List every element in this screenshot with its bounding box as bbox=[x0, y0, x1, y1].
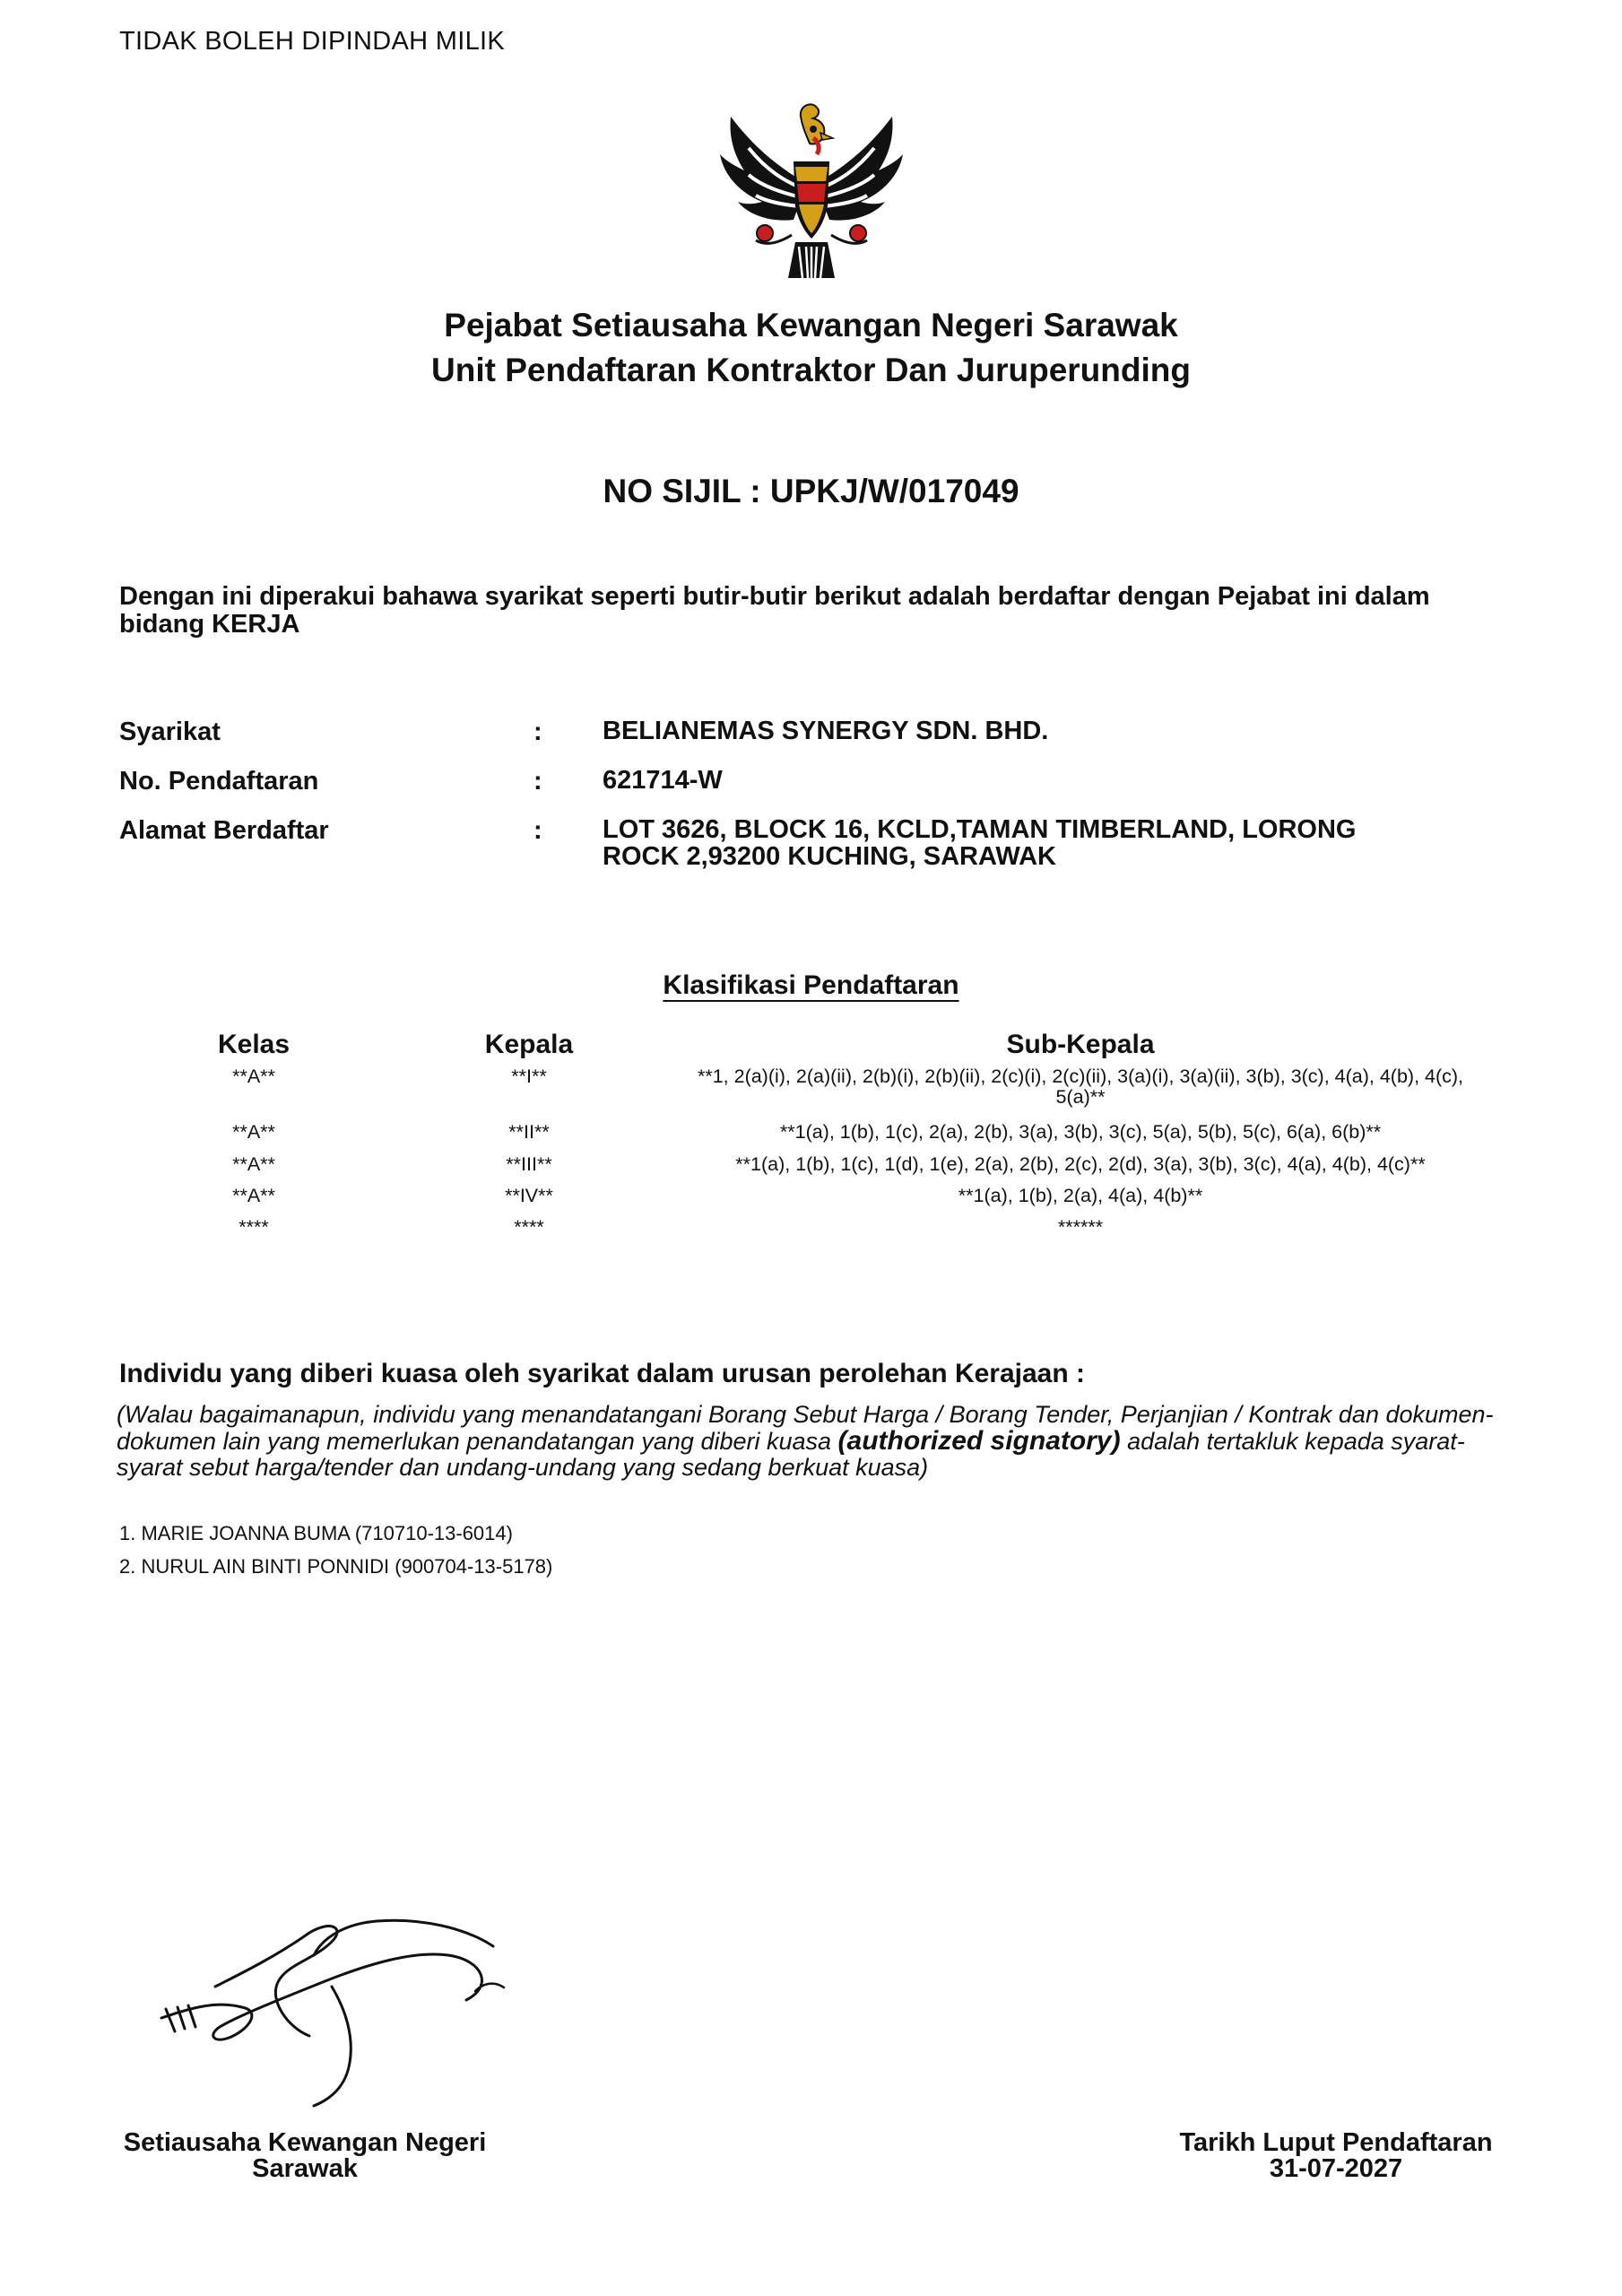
registered-address: LOT 3626, BLOCK 16, KCLD,TAMAN TIMBERLAND, LORONG ROCK 2,93200 KUCHING, SARAWAK bbox=[603, 815, 1357, 871]
registration-label: No. Pendaftaran bbox=[119, 767, 319, 796]
note-emphasis: (authorized signatory) bbox=[837, 1426, 1121, 1456]
authorized-individuals-title: Individu yang diberi kuasa oleh syarikat dalam urusan perolehan Kerajaan : bbox=[119, 1359, 1086, 1388]
registration-colon: : bbox=[533, 767, 542, 796]
classification-title bbox=[0, 970, 1622, 1001]
expiry-block bbox=[1157, 2130, 1515, 2182]
cell-kelas: **A** bbox=[232, 1185, 275, 1206]
cell-sub-kepala: **1(a), 1(b), 1(c), 1(d), 1(e), 2(a), 2(b), 2(c), 2(d), 3(a), 3(b), 3(c), 4(a), 4(b), 4(c)** bbox=[735, 1153, 1426, 1175]
signatory-title bbox=[99, 2130, 511, 2182]
unit-name: Unit Pendaftaran Kontraktor Dan Juruperunding bbox=[431, 352, 1191, 388]
cell-kelas: **** bbox=[239, 1216, 269, 1238]
certification-statement: Dengan ini diperakui bahawa syarikat seperti butir-butir berikut adalah berdaftar dengan Pejabat ini dalam bidang KERJA bbox=[119, 582, 1430, 639]
note-text-part2: adalah tertakluk kepada syarat-syarat sebut harga/tender dan undang-undang yang sedang berkuat kuasa) bbox=[117, 1428, 1465, 1481]
authorized-signatory-note bbox=[117, 1402, 1515, 1481]
cell-sub-kepala: **1(a), 1(b), 2(a), 4(a), 4(b)** bbox=[958, 1185, 1203, 1206]
signatory-item: 1. MARIE JOANNA BUMA (710710-13-6014) bbox=[119, 1522, 513, 1544]
cell-kelas: **A** bbox=[232, 1153, 275, 1175]
cell-sub-kepala: **1(a), 1(b), 1(c), 2(a), 2(b), 3(a), 3(b), 3(c), 5(a), 5(b), 5(c), 6(a), 6(b)** bbox=[779, 1121, 1382, 1143]
non-transferable-notice: TIDAK BOLEH DIPINDAH MILIK bbox=[119, 27, 505, 56]
cell-kepala: **** bbox=[514, 1216, 544, 1238]
sarawak-coat-of-arms-icon bbox=[713, 99, 910, 291]
cell-kepala: **I** bbox=[511, 1065, 547, 1087]
handwritten-signature-icon bbox=[152, 1901, 547, 2117]
address-colon: : bbox=[533, 816, 542, 845]
note-text-part1: (Walau bagaimanapun, individu yang menandatangani Borang Sebut Harga / Borang Tender, Perjanjian / Kontrak dan dokumen-dokumen lain yang memerlukan penandatangan yang diberi kuasa bbox=[117, 1401, 1494, 1455]
header-sub-kepala: Sub-Kepala bbox=[1006, 1030, 1155, 1059]
cell-sub-kepala: ****** bbox=[1057, 1216, 1104, 1238]
expiry-label: Tarikh Luput Pendaftaran bbox=[1179, 2128, 1493, 2157]
header-kelas: Kelas bbox=[217, 1030, 291, 1059]
certificate-number: NO SIJIL : UPKJ/W/017049 bbox=[603, 473, 1019, 509]
registration-number: 621714-W bbox=[603, 766, 723, 795]
expiry-date: 31-07-2027 bbox=[1269, 2154, 1403, 2183]
signatory-item: 2. NURUL AIN BINTI PONNIDI (900704-13-5178) bbox=[119, 1555, 553, 1578]
signatory-title-line2: Sarawak bbox=[252, 2154, 358, 2183]
company-name: BELIANEMAS SYNERGY SDN. BHD. bbox=[603, 717, 1049, 745]
office-name: Pejabat Setiausaha Kewangan Negeri Sarawak bbox=[444, 307, 1178, 344]
cell-kepala: **II** bbox=[508, 1121, 550, 1143]
cell-kelas: **A** bbox=[232, 1065, 275, 1087]
header-kepala: Kepala bbox=[484, 1030, 574, 1059]
company-colon: : bbox=[533, 718, 542, 746]
classification-title-text: Klasifikasi Pendaftaran bbox=[663, 970, 959, 1000]
company-label: Syarikat bbox=[119, 718, 221, 746]
cell-kepala: **III** bbox=[506, 1153, 552, 1175]
cell-kepala: **IV** bbox=[505, 1185, 553, 1206]
cell-kelas: **A** bbox=[232, 1121, 275, 1143]
signatory-title-line1: Setiausaha Kewangan Negeri bbox=[123, 2128, 487, 2157]
cell-sub-kepala: **1, 2(a)(i), 2(a)(ii), 2(b)(i), 2(b)(ii), 2(c)(i), 2(c)(ii), 3(a)(i), 3(a)(ii), 3(b), 3(c), 4(a), 4(b), 4(c), 5(a)** bbox=[697, 1065, 1464, 1108]
address-label: Alamat Berdaftar bbox=[119, 816, 329, 845]
